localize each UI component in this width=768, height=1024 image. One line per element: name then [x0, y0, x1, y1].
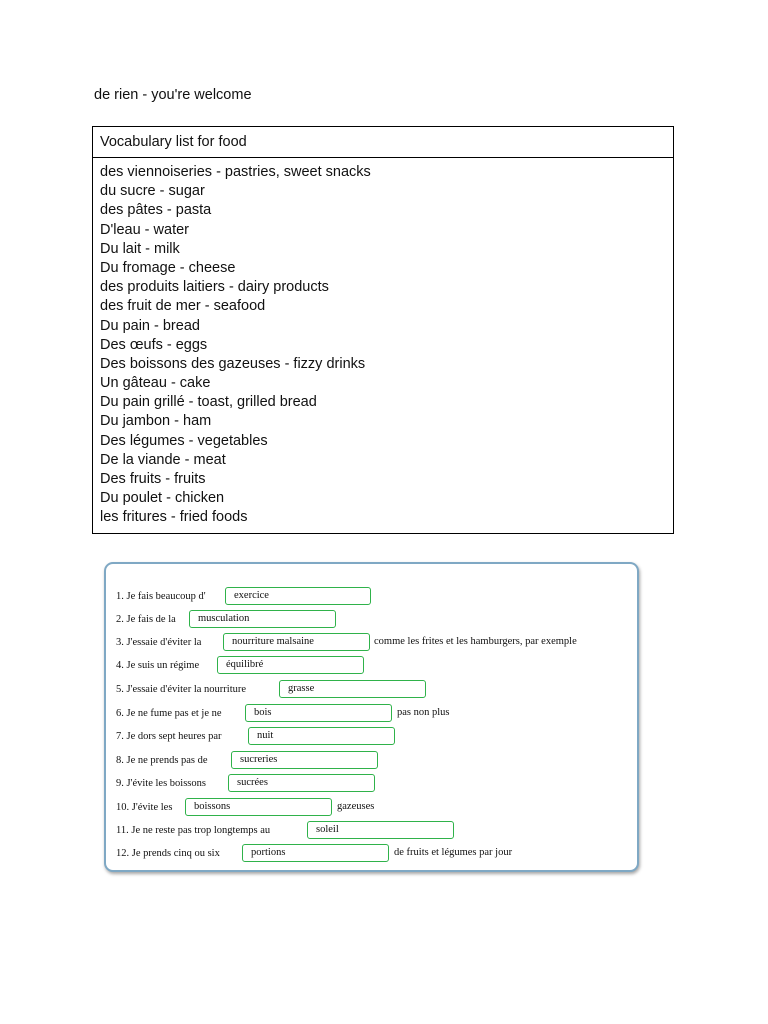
vocab-item: Du jambon - ham	[100, 413, 212, 430]
vocab-title: Vocabulary list for food	[93, 127, 673, 158]
answer-field[interactable]: portions	[242, 844, 389, 862]
exercise-prompt: 6. Je ne fume pas et je ne	[116, 707, 222, 719]
exercise-prompt: 11. Je ne reste pas trop longtemps au	[116, 824, 271, 836]
exercise-prompt: 2. Je fais de la	[116, 613, 176, 625]
exercise-prompt: 1. Je fais beaucoup d'	[116, 590, 206, 602]
exercise-prompt: 12. Je prends cinq ou six	[116, 847, 220, 859]
exercise-suffix: pas non plus	[397, 707, 450, 718]
vocab-item: Du fromage - cheese	[100, 259, 236, 276]
exercise-prompt: 4. Je suis un régime	[116, 659, 200, 671]
exercise-prompt: 8. Je ne prends pas de	[116, 754, 208, 766]
answer-field[interactable]: nuit	[248, 727, 395, 745]
exercise-suffix: comme les frites et les hamburgers, par exemple	[374, 636, 577, 647]
vocab-item: D'leau - water	[100, 221, 189, 238]
vocab-item: Du pain - bread	[100, 317, 200, 334]
exercise-suffix: de fruits et légumes par jour	[394, 847, 513, 858]
exercise-prompt: 5. J'essaie d'éviter la nourriture	[116, 683, 247, 695]
exercise-prompt: 10. J'évite les	[116, 801, 173, 813]
vocab-item: Des fruits - fruits	[100, 471, 206, 487]
answer-field[interactable]: musculation	[189, 610, 336, 628]
intro-line: de rien - you're welcome	[94, 87, 252, 103]
answer-field[interactable]: sucreries	[231, 751, 378, 769]
answer-field[interactable]: sucrées	[228, 774, 375, 792]
vocab-item: Du pain grillé - toast, grilled bread	[100, 394, 317, 411]
vocab-item: des pâtes - pasta	[100, 202, 212, 219]
answer-field[interactable]: bois	[245, 704, 392, 722]
vocab-item: des fruit de mer - seafood	[100, 298, 266, 315]
vocab-item: Un gâteau - cake	[100, 375, 211, 392]
answer-field[interactable]: équilibré	[217, 656, 364, 674]
exercise-suffix: gazeuses	[337, 801, 375, 812]
vocab-list	[93, 158, 673, 528]
answer-field[interactable]: nourriture malsaine	[223, 633, 370, 651]
vocab-item: Du poulet - chicken	[100, 490, 225, 507]
vocab-item: les fritures - fried foods	[100, 509, 248, 526]
answer-field[interactable]: soleil	[307, 821, 454, 839]
vocab-item: De la viande - meat	[100, 451, 226, 468]
vocab-item: des viennoiseries - pastries, sweet snacks	[100, 164, 371, 180]
exercise-prompt: 3. J'essaie d'éviter la	[116, 636, 202, 648]
exercise-prompt: 7. Je dors sept heures par	[116, 730, 222, 742]
vocab-item: des produits laitiers - dairy products	[100, 279, 329, 296]
vocab-item: Des légumes - vegetables	[100, 432, 268, 449]
vocab-item: Des boissons des gazeuses - fizzy drinks	[100, 355, 366, 372]
answer-field[interactable]: boissons	[185, 798, 332, 816]
answer-field[interactable]: grasse	[279, 680, 426, 698]
exercise-prompt: 9. J'évite les boissons	[116, 777, 206, 789]
vocab-table	[92, 126, 674, 534]
vocab-item: Du lait - milk	[100, 240, 180, 257]
exercise-panel	[104, 562, 639, 872]
vocab-item: du sucre - sugar	[100, 183, 205, 200]
vocab-item: Des œufs - eggs	[100, 336, 208, 353]
answer-field[interactable]: exercice	[225, 587, 371, 605]
